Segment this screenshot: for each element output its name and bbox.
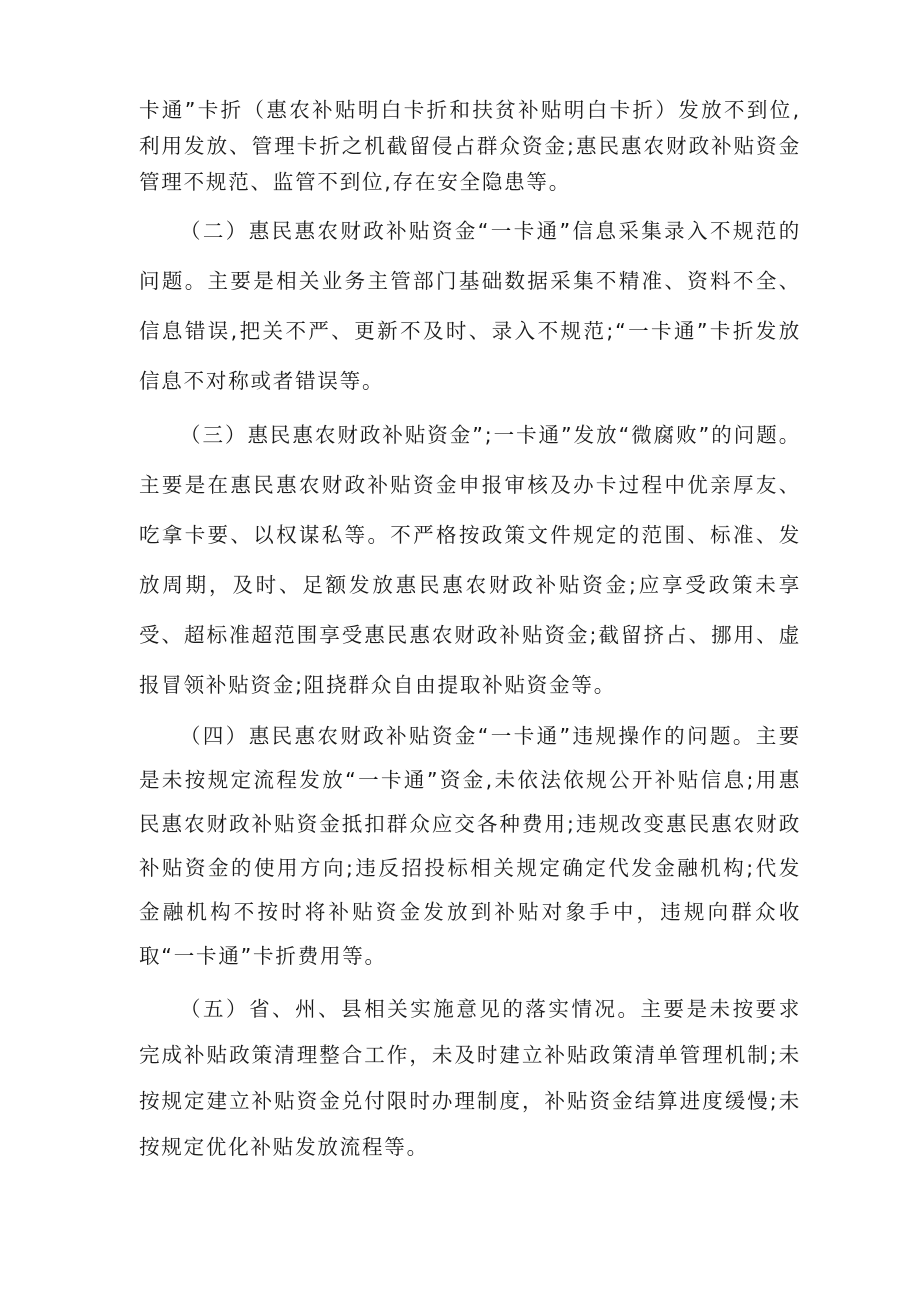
paragraph-section-4: （四）惠民惠农财政补贴资金“一卡通”违规操作的问题。主要是未按规定流程发放“一卡通”资金,未依法依规公开补贴信息;用惠民惠农财政补贴资金抵扣群众应交各种费用;违规改变惠民惠农财政补贴资金的使用方向;违反招投标相关规定确定代发金融机构;代发金融机构不按时将补贴资金发放到补贴对象手中，违规向群众收取“一卡通”卡折费用等。 (139, 724, 801, 968)
paragraph-continuation: 卡通”卡折（惠农补贴明白卡折和扶贫补贴明白卡折）发放不到位,利用发放、管理卡折之机截留侵占群众资金;惠民惠农财政补贴资金管理不规范、监管不到位,存在安全隐患等。 (139, 98, 801, 194)
paragraph-section-3: （三）惠民惠农财政补贴资金”;一卡通”发放“微腐败”的问题。主要是在惠民惠农财政补贴资金申报审核及办卡过程中优亲厚友、吃拿卡要、以权谋私等。不严格按政策文件规定的范围、标准、发放周期，及时、足额发放惠民惠农财政补贴资金;应享受政策未享受、超标准超范围享受惠民惠农财政补贴资金;截留挤占、挪用、虚报冒领补贴资金;阻挠群众自由提取补贴资金等。 (139, 423, 801, 697)
document-body (139, 92, 801, 1170)
paragraph-section-5: （五）省、州、县相关实施意见的落实情况。主要是未按要求完成补贴政策清理整合工作，未及时建立补贴政策清单管理机制;未按规定建立补贴资金兑付限时办理制度，补贴资金结算进度缓慢;未按规定优化补贴发放流程等。 (139, 997, 801, 1159)
paragraph-section-2: （二）惠民惠农财政补贴资金“一卡通”信息采集录入不规范的问题。主要是相关业务主管部门基础数据采集不精准、资料不全、信息错误,把关不严、更新不及时、录入不规范;“一卡通”卡折发放信息不对称或者错误等。 (139, 219, 801, 393)
